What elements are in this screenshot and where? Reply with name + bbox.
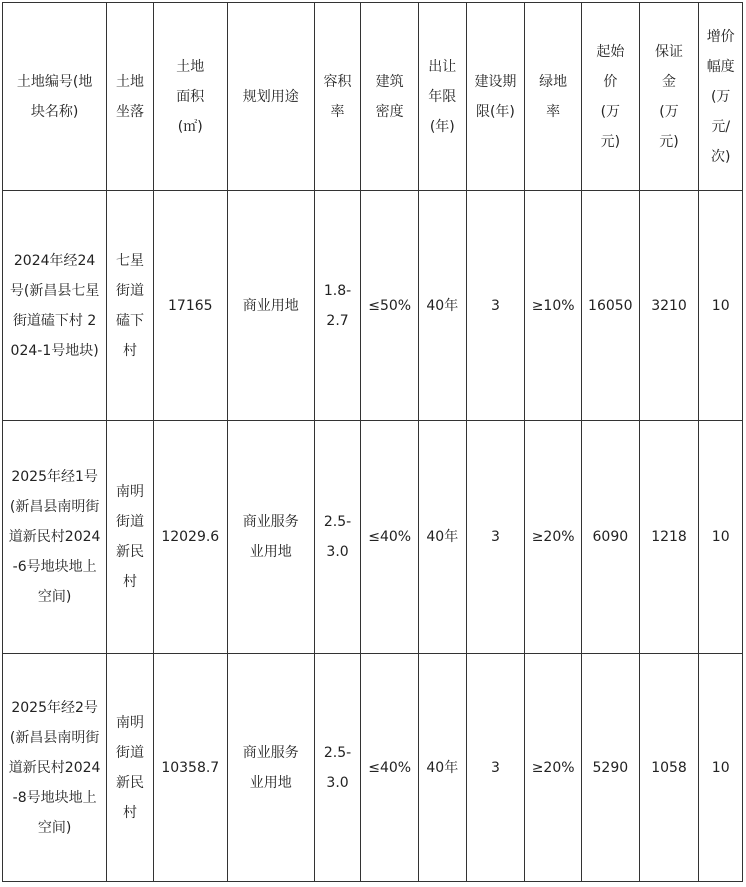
table-cell: ≥10% <box>525 191 582 421</box>
table-cell: 2024年经24号(新昌县七星街道磕下村 2024-1号地块) <box>3 191 107 421</box>
header-cell: 出让年限(年) <box>419 3 467 191</box>
table-cell: 10 <box>699 191 743 421</box>
table-cell: 6090 <box>581 421 639 654</box>
table-cell: 商业用地 <box>227 191 314 421</box>
table-cell: 40年 <box>419 191 467 421</box>
table-cell: 南明街道新民村 <box>107 421 154 654</box>
table-cell: ≤40% <box>361 654 419 882</box>
header-cell: 土地坐落 <box>107 3 154 191</box>
table-cell: ≥20% <box>525 421 582 654</box>
table-cell: 2025年经1号(新昌县南明街道新民村2024-6号地块地上空间) <box>3 421 107 654</box>
header-cell: 建筑密度 <box>361 3 419 191</box>
table-cell: 10 <box>699 421 743 654</box>
land-auction-table <box>2 2 743 882</box>
table-cell: ≤40% <box>361 421 419 654</box>
table-cell: 1058 <box>639 654 699 882</box>
header-cell: 土地面积(㎡) <box>153 3 227 191</box>
table-cell: ≥20% <box>525 654 582 882</box>
table-cell: 40年 <box>419 421 467 654</box>
table-cell: 商业服务业用地 <box>227 421 314 654</box>
table-cell: 3 <box>466 654 525 882</box>
table-cell: 3210 <box>639 191 699 421</box>
table-cell: 南明街道新民村 <box>107 654 154 882</box>
table-cell: 40年 <box>419 654 467 882</box>
header-cell: 土地编号(地块名称) <box>3 3 107 191</box>
table-cell: 1.8-2.7 <box>314 191 361 421</box>
table-cell: 12029.6 <box>153 421 227 654</box>
table-cell: 2.5-3.0 <box>314 421 361 654</box>
table-cell: 10358.7 <box>153 654 227 882</box>
table-cell: 七星街道磕下村 <box>107 191 154 421</box>
table-cell: 3 <box>466 421 525 654</box>
header-cell: 建设期限(年) <box>466 3 525 191</box>
table-cell: 17165 <box>153 191 227 421</box>
header-cell: 绿地率 <box>525 3 582 191</box>
table-cell: 16050 <box>581 191 639 421</box>
header-row <box>3 3 743 191</box>
table-row <box>3 191 743 421</box>
table-cell: 2025年经2号(新昌县南明街道新民村2024-8号地块地上空间) <box>3 654 107 882</box>
table-cell: 5290 <box>581 654 639 882</box>
header-cell: 规划用途 <box>227 3 314 191</box>
table-cell: 3 <box>466 191 525 421</box>
table-row <box>3 654 743 882</box>
table-cell: 10 <box>699 654 743 882</box>
table-cell: 1218 <box>639 421 699 654</box>
table-row <box>3 421 743 654</box>
header-cell: 起始价(万元) <box>581 3 639 191</box>
header-cell: 保证金(万元) <box>639 3 699 191</box>
table-cell: 2.5-3.0 <box>314 654 361 882</box>
header-cell: 增价幅度(万元/次) <box>699 3 743 191</box>
table-cell: ≤50% <box>361 191 419 421</box>
header-cell: 容积率 <box>314 3 361 191</box>
table-cell: 商业服务业用地 <box>227 654 314 882</box>
